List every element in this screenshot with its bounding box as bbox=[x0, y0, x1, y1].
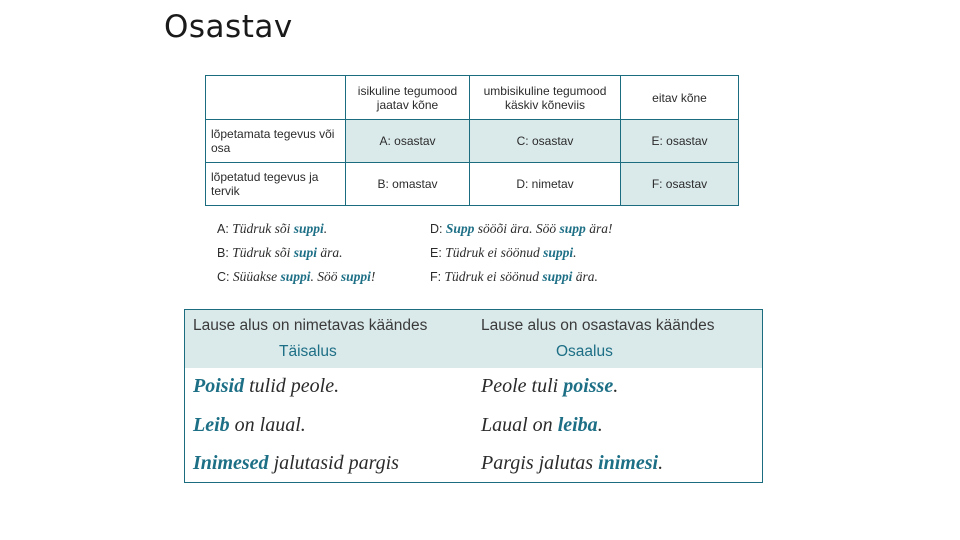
example-e: E: Tüdruk ei söönud suppi. bbox=[430, 245, 577, 260]
header-negative: eitav kõne bbox=[621, 76, 739, 120]
cell-a: A: osastav bbox=[346, 120, 470, 163]
header-personal-affirmative: isikuline tegumood jaatav kõne bbox=[346, 76, 470, 120]
example-label: C: bbox=[217, 270, 230, 284]
table-row-right: Peole tuli poisse. bbox=[481, 375, 619, 397]
cell-d: D: nimetav bbox=[470, 163, 621, 206]
slide-title: Osastav bbox=[164, 9, 293, 45]
header-partial-subject: Osaalus bbox=[556, 343, 613, 360]
table-row-left: Poisid tulid peole. bbox=[193, 375, 340, 397]
example-f: F: Tüdruk ei söönud suppi ära. bbox=[430, 269, 598, 284]
example-b: B: Tüdruk sõi supi ära. bbox=[217, 245, 343, 260]
table-row-right: Laual on leiba. bbox=[481, 414, 603, 436]
example-label: B: bbox=[217, 246, 229, 260]
cell-f: F: osastav bbox=[621, 163, 739, 206]
header-partitive: Lause alus on osastavas käändes bbox=[481, 317, 715, 334]
example-label: F: bbox=[430, 270, 442, 284]
cell-e: E: osastav bbox=[621, 120, 739, 163]
example-sentences bbox=[217, 221, 677, 293]
cell-c: C: osastav bbox=[470, 120, 621, 163]
example-a: A: Tüdruk sõi suppi. bbox=[217, 221, 328, 236]
header-nominative: Lause alus on nimetavas käändes bbox=[193, 317, 428, 334]
header-impersonal-imperative: umbisikuline tegumood käskiv kõneviis bbox=[470, 76, 621, 120]
example-label: E: bbox=[430, 246, 442, 260]
example-c: C: Süüakse suppi. Söö suppi! bbox=[217, 269, 376, 284]
subject-case-table bbox=[184, 309, 763, 483]
header-total-subject: Täisalus bbox=[279, 343, 337, 360]
table-row bbox=[206, 163, 739, 206]
cell-b: B: omastav bbox=[346, 163, 470, 206]
example-label: A: bbox=[217, 222, 229, 236]
row-label-complete: lõpetatud tegevus ja tervik bbox=[206, 163, 346, 206]
example-label: D: bbox=[430, 222, 443, 236]
row-label-incomplete: lõpetamata tegevus või osa bbox=[206, 120, 346, 163]
table-row-right: Pargis jalutas inimesi. bbox=[481, 452, 664, 474]
table-header-row bbox=[206, 76, 739, 120]
table-row-left: Inimesed jalutasid pargis bbox=[193, 452, 399, 474]
corner-cell bbox=[206, 76, 346, 120]
table-row-left: Leib on laual. bbox=[193, 414, 306, 436]
table-row bbox=[206, 120, 739, 163]
verb-aspect-table bbox=[205, 75, 739, 206]
example-d: D: Supp sööõi ära. Söö supp ära! bbox=[430, 221, 613, 236]
